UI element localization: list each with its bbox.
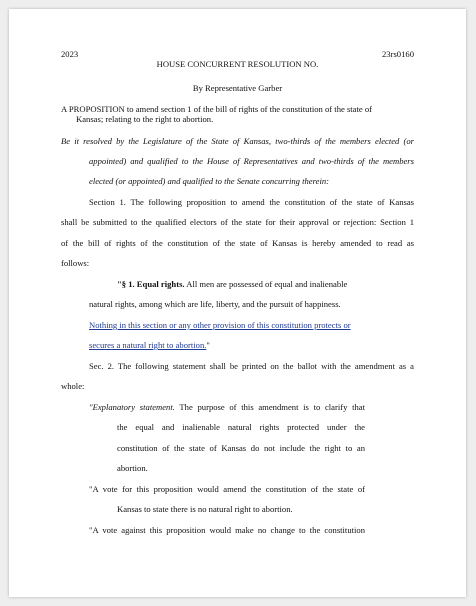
resolved-line-2: appointed) and qualified to the House of Representatives and two-thirds of the members <box>89 156 414 166</box>
document-page <box>9 9 466 597</box>
resolved-line-3: elected (or appointed) and qualified to the Senate concurring therein: <box>89 176 330 186</box>
section-2-line-2: whole: <box>61 381 85 391</box>
section-1-line-3: of the bill of rights of the constitution of the state of Kansas is hereby amended to read as <box>61 238 414 248</box>
amendment-line-2: natural rights, among which are life, liberty, and the pursuit of happiness. <box>89 299 341 309</box>
equal-rights-heading: "§ 1. Equal rights. <box>117 279 185 289</box>
document-code: 23rs0160 <box>382 49 414 59</box>
sponsor: By Representative Garber <box>192 83 283 93</box>
explanatory-line-1-text: The purpose of this amendment is to clarify that <box>179 402 365 412</box>
year: 2023 <box>61 49 79 59</box>
amendment-line-1 <box>117 279 347 290</box>
closing-quote: " <box>206 340 210 350</box>
section-1-line-4: follows: <box>61 258 90 268</box>
proposition-line-1: A PROPOSITION to amend section 1 of the bill of rights of the constitution of the state of <box>61 104 373 114</box>
explanatory-label: "Explanatory statement. <box>89 402 175 412</box>
vote-for-line-1: "A vote for this proposition would amend the constitution of the state of <box>89 484 365 494</box>
section-1-line-2: shall be submitted to the qualified electors of the state for their approval or rejection: Section 1 <box>61 217 414 227</box>
explanatory-line-2: the equal and inalienable natural rights protected under the <box>117 422 365 432</box>
explanatory-line-3: constitution of the state of Kansas do not include the right to an <box>117 443 365 453</box>
amendment-line-1-text: All men are possessed of equal and inalienable <box>186 279 348 289</box>
new-language-line-2 <box>89 340 210 351</box>
explanatory-line-1 <box>89 402 365 413</box>
vote-for-line-2: Kansas to state there is no natural right to abortion. <box>117 504 293 514</box>
resolved-line-1: Be it resolved by the Legislature of the State of Kansas, two-thirds of the members elected (or <box>61 136 414 146</box>
resolution-title: HOUSE CONCURRENT RESOLUTION NO. <box>156 59 319 69</box>
section-1-line-1: Section 1. The following proposition to amend the constitution of the state of Kansas <box>89 197 414 207</box>
section-2-line-1: Sec. 2. The following statement shall be printed on the ballot with the amendment as a <box>89 361 414 371</box>
new-language-line-2-text: secures a natural right to abortion. <box>89 340 207 350</box>
new-language-line-1: Nothing in this section or any other provision of this constitution protects or <box>89 320 351 330</box>
proposition-line-2: Kansas; relating to the right to abortion. <box>76 114 214 124</box>
vote-against-line-1: "A vote against this proposition would make no change to the constitution <box>89 525 365 535</box>
explanatory-line-4: abortion. <box>117 463 148 473</box>
